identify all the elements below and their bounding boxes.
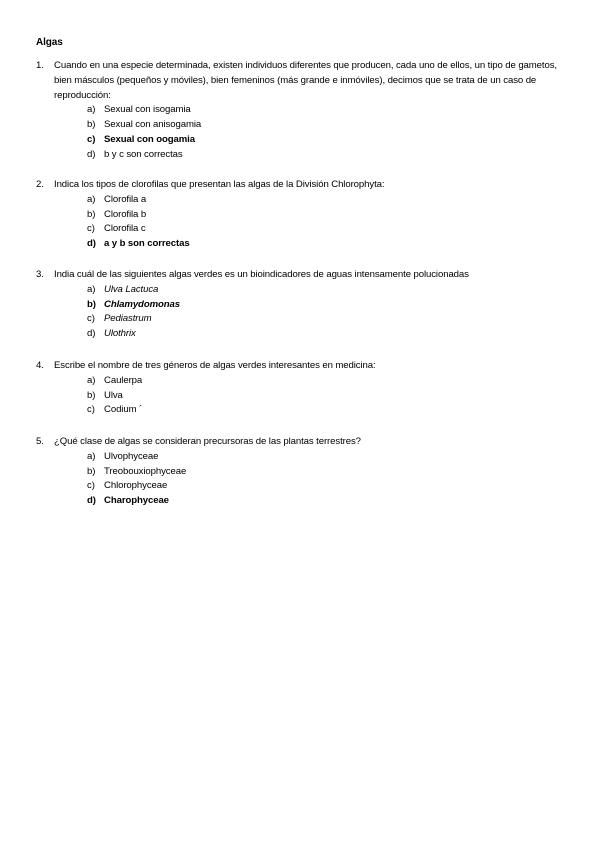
question-1 xyxy=(36,59,566,163)
option-letter: b) xyxy=(87,208,96,220)
option-c xyxy=(87,403,566,418)
option-text: Ulva Lactuca xyxy=(104,283,159,295)
option-d xyxy=(87,148,566,163)
option-letter: d) xyxy=(87,328,96,340)
option-letter: b) xyxy=(87,298,96,310)
option-text: Codium ´ xyxy=(104,404,143,416)
option-text: Charophyceae xyxy=(104,495,169,507)
option-letter: a) xyxy=(87,193,96,205)
question-number: 3. xyxy=(36,269,44,280)
option-letter: c) xyxy=(87,480,95,492)
option-letter: a) xyxy=(87,450,96,462)
options-list xyxy=(87,450,566,509)
option-letter: b) xyxy=(87,389,96,401)
option-text: Clorofila c xyxy=(104,223,146,235)
option-b-correct xyxy=(87,298,566,313)
option-text: Chlorophyceae xyxy=(104,480,168,492)
option-text: Pediastrum xyxy=(104,313,152,325)
question-text: Indica los tipos de clorofilas que presentan las algas de la División Chlorophyta: xyxy=(54,179,385,190)
option-letter: a) xyxy=(87,283,96,295)
option-letter: b) xyxy=(87,119,96,131)
option-c xyxy=(87,222,566,237)
option-letter: a) xyxy=(87,104,96,116)
option-text: Sexual con oogamia xyxy=(104,133,195,145)
option-a xyxy=(87,374,566,389)
page-title: Algas xyxy=(36,37,63,48)
option-a xyxy=(87,193,566,208)
option-text: Ulva xyxy=(104,389,123,401)
question-number: 2. xyxy=(36,179,44,190)
option-letter: c) xyxy=(87,313,95,325)
question-text: ¿Qué clase de algas se consideran precursoras de las plantas terrestres? xyxy=(54,436,361,447)
option-b xyxy=(87,389,566,404)
option-c-correct xyxy=(87,133,566,148)
option-text: Sexual con isogamia xyxy=(104,104,191,116)
options-list xyxy=(87,193,566,252)
option-b xyxy=(87,465,566,480)
option-text: Treobouxiophyceae xyxy=(104,465,187,477)
option-d xyxy=(87,327,566,342)
option-letter: d) xyxy=(87,495,96,507)
question-2 xyxy=(36,178,566,252)
option-letter: c) xyxy=(87,133,96,145)
option-text: Caulerpa xyxy=(104,374,143,386)
question-number: 1. xyxy=(36,60,44,71)
question-number: 4. xyxy=(36,360,44,371)
option-letter: d) xyxy=(87,148,96,160)
option-text: Ulothrix xyxy=(104,328,136,340)
option-letter: c) xyxy=(87,223,95,235)
option-c xyxy=(87,312,566,327)
option-b xyxy=(87,208,566,223)
option-text: Sexual con anisogamia xyxy=(104,119,202,131)
option-b xyxy=(87,118,566,133)
option-letter: c) xyxy=(87,404,95,416)
option-a xyxy=(87,103,566,118)
option-d-correct xyxy=(87,494,566,509)
option-a xyxy=(87,283,566,298)
option-c xyxy=(87,479,566,494)
question-number: 5. xyxy=(36,436,44,447)
question-4 xyxy=(36,359,566,418)
question-3 xyxy=(36,268,566,342)
options-list xyxy=(87,374,566,418)
option-text: Ulvophyceae xyxy=(104,450,159,462)
option-text: Clorofila b xyxy=(104,208,147,220)
option-d-correct xyxy=(87,237,566,252)
question-text: India cuál de las siguientes algas verdes es un bioindicadores de aguas intensamente polucionadas xyxy=(54,269,469,280)
option-text: Clorofila a xyxy=(104,193,147,205)
options-list xyxy=(87,103,566,162)
option-text: b y c son correctas xyxy=(104,148,183,160)
question-text: Escribe el nombre de tres géneros de algas verdes interesantes en medicina: xyxy=(54,360,376,371)
option-letter: a) xyxy=(87,374,96,386)
option-letter: b) xyxy=(87,465,96,477)
question-5 xyxy=(36,435,566,509)
option-letter: d) xyxy=(87,238,96,250)
option-a xyxy=(87,450,566,465)
option-text: Chlamydomonas xyxy=(104,298,180,310)
question-text: Cuando en una especie determinada, existen individuos diferentes que producen, cada uno de ellos, un tipo de gametos, bien másculos (pequeños y móviles), bien femeninos (más grande e inmóviles), decimos que se trata de un caso de reproducción: xyxy=(54,60,557,101)
option-text: a y b son correctas xyxy=(104,238,190,250)
options-list xyxy=(87,283,566,342)
